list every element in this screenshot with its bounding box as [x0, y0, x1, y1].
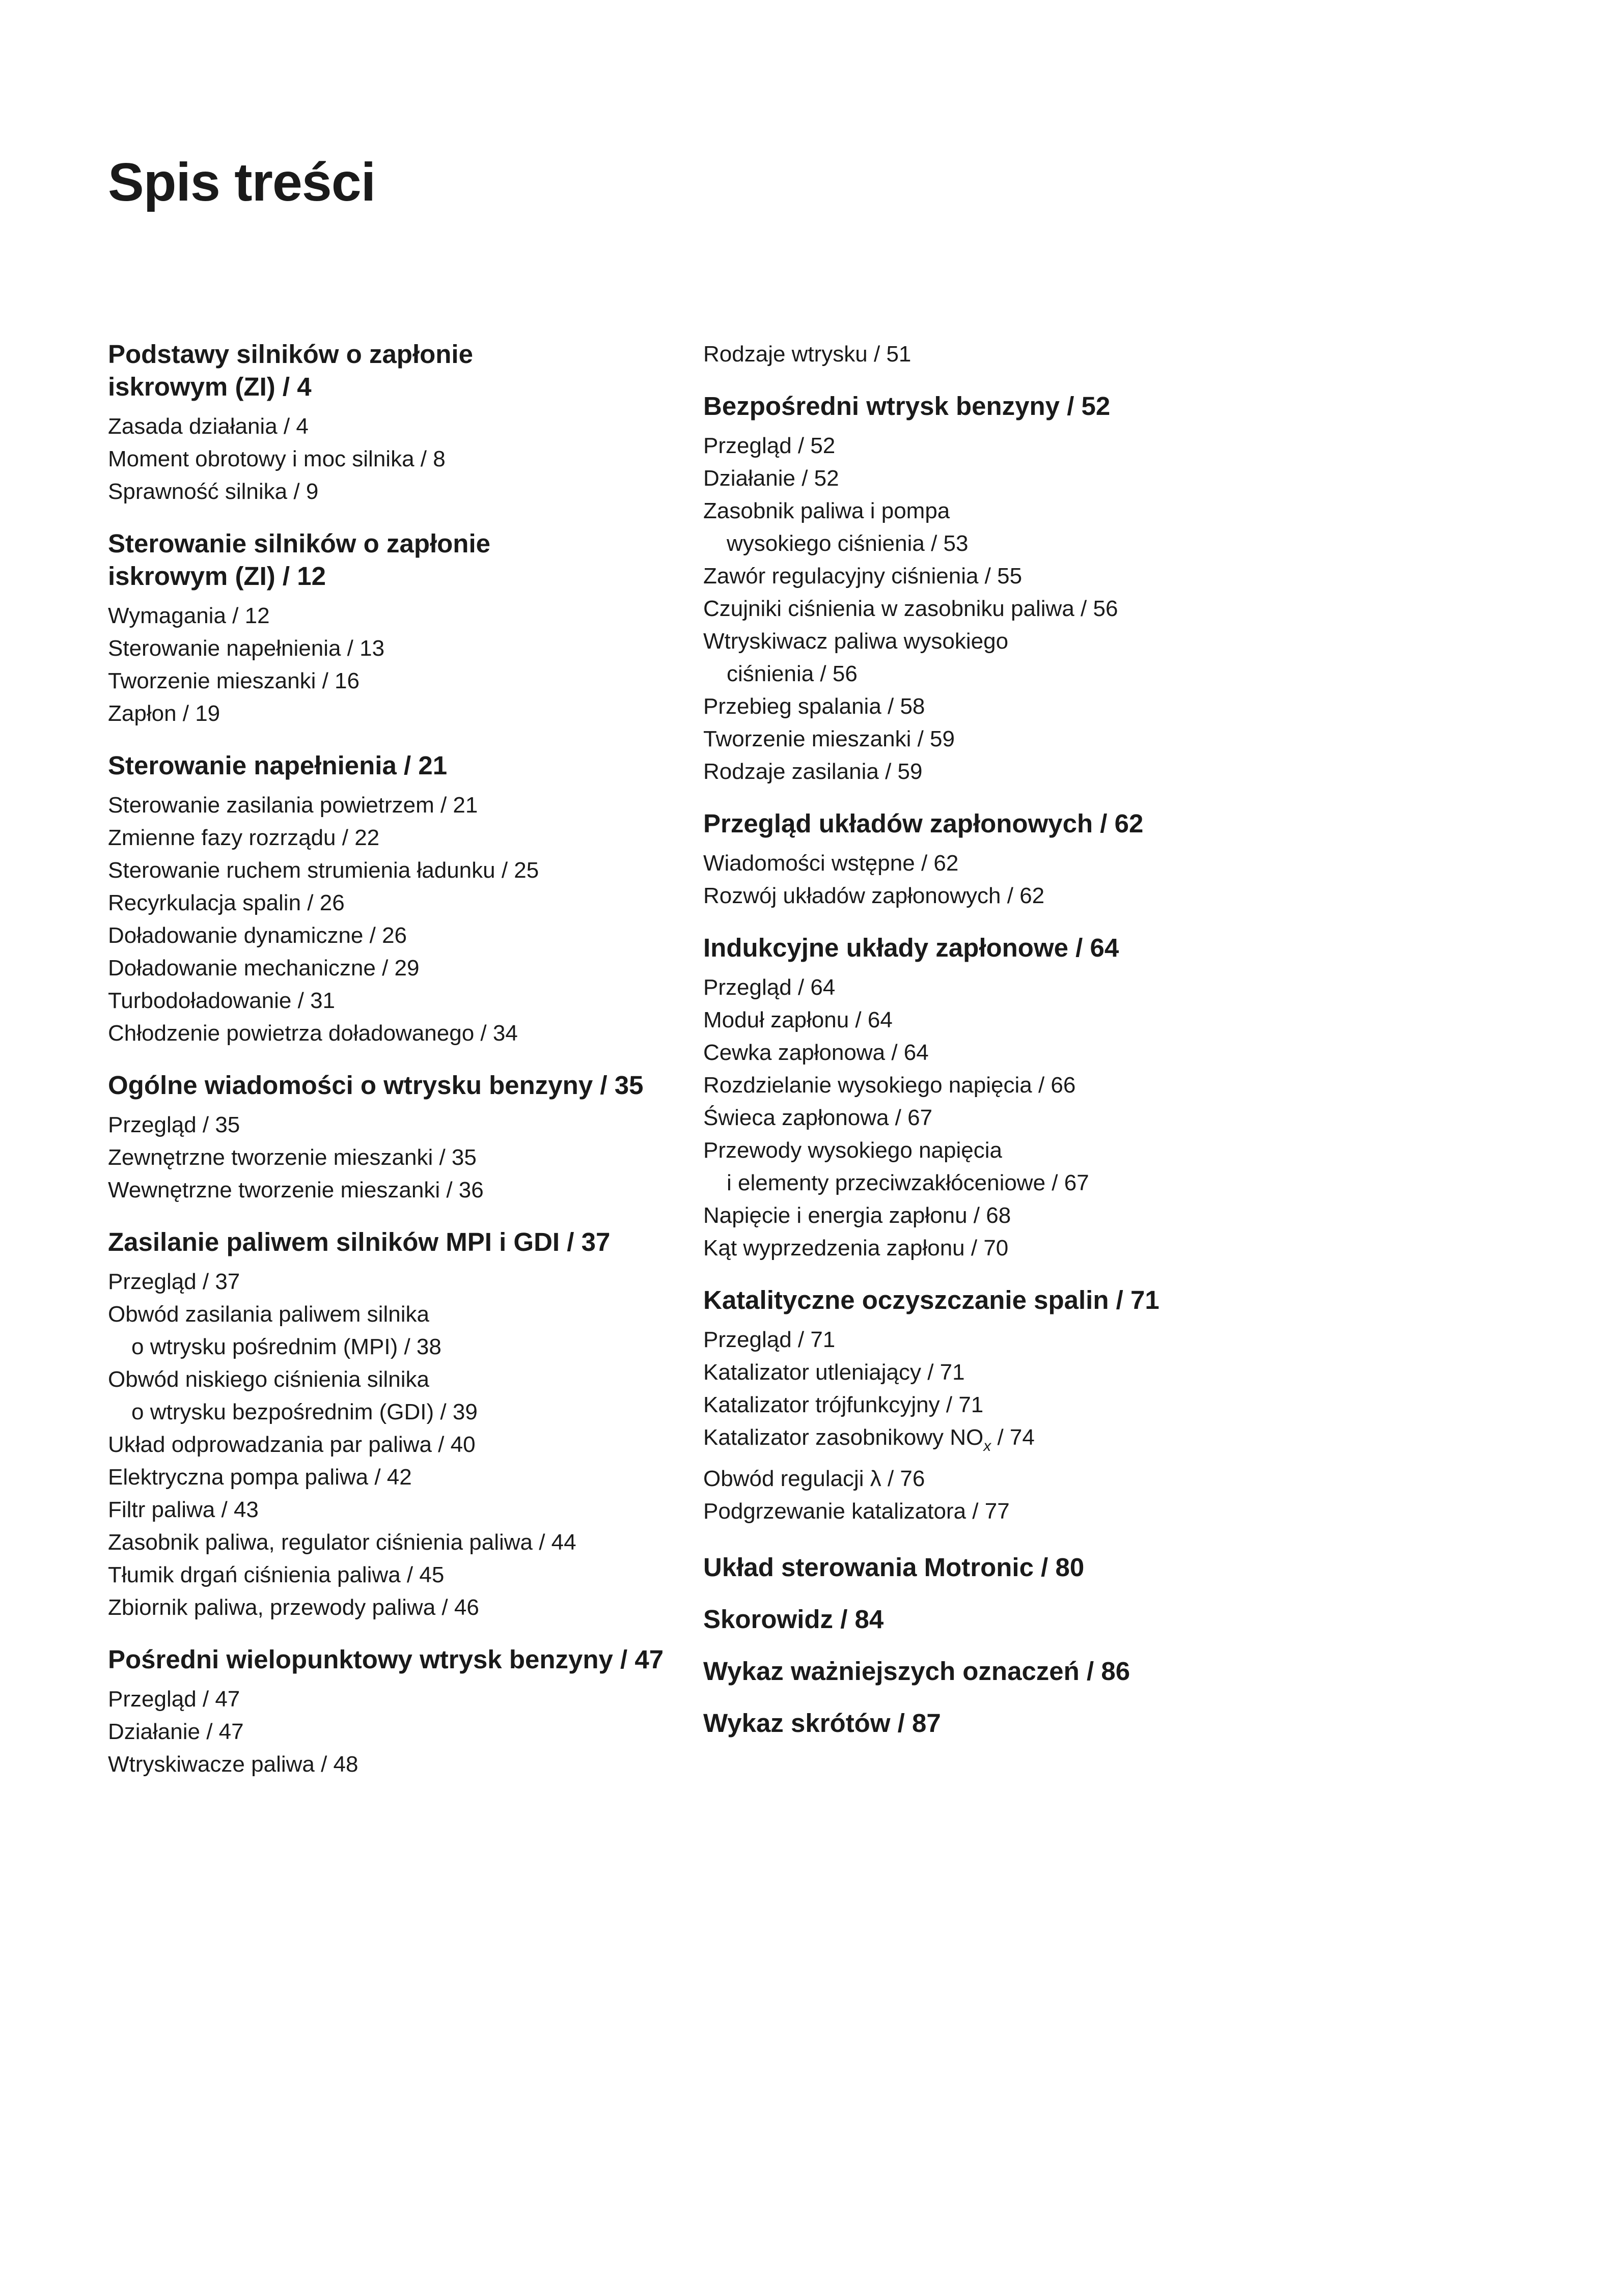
- toc-section: [108, 338, 694, 508]
- toc-entry[interactable]: Przegląd / 37: [108, 1269, 240, 1294]
- toc-section: [108, 527, 694, 730]
- toc-entry[interactable]: Zewnętrzne tworzenie mieszanki / 35: [108, 1145, 477, 1170]
- toc-entry[interactable]: Zawór regulacyjny ciśnienia / 55: [703, 564, 1023, 589]
- toc-entry[interactable]: Zapłon / 19: [108, 701, 220, 726]
- toc-entry[interactable]: Świeca zapłonowa / 67: [703, 1105, 933, 1130]
- toc-entry[interactable]: Wymagania / 12: [108, 603, 270, 628]
- toc-section: [108, 1226, 694, 1624]
- toc-entry[interactable]: Wtryskiwacz paliwa wysokiego ciśnienia / 56: [703, 629, 1009, 686]
- toc-entry[interactable]: Układ odprowadzania par paliwa / 40: [108, 1432, 476, 1457]
- toc-entry[interactable]: Obwód niskiego ciśnienia silnika o wtrysku bezpośrednim (GDI) / 39: [108, 1367, 478, 1424]
- toc-entry[interactable]: Katalizator trójfunkcyjny / 71: [703, 1392, 984, 1417]
- toc-section: [703, 1707, 1365, 1740]
- toc-section: [703, 1284, 1365, 1528]
- toc-entry[interactable]: Katalizator utleniający / 71: [703, 1360, 965, 1385]
- toc-entry[interactable]: Podgrzewanie katalizatora / 77: [703, 1499, 1010, 1524]
- toc-entry[interactable]: Przegląd / 64: [703, 975, 836, 1000]
- section-heading[interactable]: Katalityczne oczyszczanie spalin / 71: [703, 1285, 1159, 1314]
- toc-entry[interactable]: Zasobnik paliwa i pompa wysokiego ciśnienia / 53: [703, 498, 969, 556]
- toc-entry[interactable]: Recyrkulacja spalin / 26: [108, 890, 345, 915]
- toc-entry[interactable]: Przegląd / 71: [703, 1327, 836, 1352]
- toc-section: [703, 338, 1365, 371]
- section-heading[interactable]: Indukcyjne układy zapłonowe / 64: [703, 933, 1119, 962]
- toc-entry[interactable]: Rozwój układów zapłonowych / 62: [703, 883, 1045, 908]
- section-heading[interactable]: Sterowanie napełnienia / 21: [108, 751, 448, 780]
- toc-entry[interactable]: Przegląd / 47: [108, 1687, 240, 1712]
- toc-entry[interactable]: Tworzenie mieszanki / 59: [703, 726, 955, 751]
- toc-section: [703, 932, 1365, 1265]
- toc-section: [703, 1551, 1365, 1584]
- toc-entry[interactable]: Zmienne fazy rozrządu / 22: [108, 825, 380, 850]
- toc-entry[interactable]: Działanie / 47: [108, 1719, 244, 1744]
- section-heading[interactable]: Bezpośredni wtrysk benzyny / 52: [703, 391, 1111, 421]
- toc-entry[interactable]: Wtryskiwacze paliwa / 48: [108, 1752, 358, 1777]
- toc-entry[interactable]: Przegląd / 35: [108, 1112, 240, 1137]
- section-heading[interactable]: Skorowidz / 84: [703, 1605, 884, 1634]
- toc-entry[interactable]: Sprawność silnika / 9: [108, 479, 319, 504]
- toc-entry[interactable]: Przebieg spalania / 58: [703, 694, 925, 719]
- toc-section: [108, 1643, 694, 1781]
- toc-entry[interactable]: Rodzaje wtrysku / 51: [703, 342, 912, 367]
- toc-entry[interactable]: Sterowanie ruchem strumienia ładunku / 25: [108, 858, 539, 883]
- section-heading[interactable]: Wykaz skrótów / 87: [703, 1709, 941, 1738]
- toc-entry[interactable]: Moment obrotowy i moc silnika / 8: [108, 446, 446, 471]
- toc-entry[interactable]: Doładowanie dynamiczne / 26: [108, 923, 407, 948]
- toc-entry[interactable]: Zbiornik paliwa, przewody paliwa / 46: [108, 1595, 479, 1620]
- toc-entry[interactable]: Chłodzenie powietrza doładowanego / 34: [108, 1021, 518, 1046]
- toc-right-column: [703, 338, 1365, 1759]
- toc-entry[interactable]: Obwód regulacji λ / 76: [703, 1466, 925, 1491]
- section-heading[interactable]: Zasilanie paliwem silników MPI i GDI / 37: [108, 1227, 611, 1256]
- page-title: Spis treści: [108, 152, 376, 212]
- toc-entry[interactable]: Tłumik drgań ciśnienia paliwa / 45: [108, 1562, 445, 1587]
- section-heading[interactable]: Ogólne wiadomości o wtrysku benzyny / 35: [108, 1071, 644, 1100]
- section-heading[interactable]: Wykaz ważniejszych oznaczeń / 86: [703, 1657, 1130, 1686]
- toc-entry[interactable]: Czujniki ciśnienia w zasobniku paliwa / 56: [703, 596, 1118, 621]
- toc-entry[interactable]: Przewody wysokiego napięcia i elementy przeciwzakłóceniowe / 67: [703, 1138, 1089, 1195]
- toc-entry[interactable]: Sterowanie zasilania powietrzem / 21: [108, 793, 478, 818]
- toc-entry[interactable]: Sterowanie napełnienia / 13: [108, 636, 385, 661]
- toc-entry[interactable]: Tworzenie mieszanki / 16: [108, 668, 360, 693]
- toc-section: [108, 749, 694, 1050]
- toc-section: [703, 390, 1365, 788]
- toc-entry[interactable]: Obwód zasilania paliwem silnika o wtrysku pośrednim (MPI) / 38: [108, 1302, 441, 1359]
- toc-entry[interactable]: Zasobnik paliwa, regulator ciśnienia paliwa / 44: [108, 1530, 576, 1555]
- toc-entry[interactable]: Katalizator zasobnikowy $NO_x / 74$: [703, 1425, 1035, 1454]
- section-heading[interactable]: Pośredni wielopunktowy wtrysk benzyny / 47: [108, 1645, 664, 1674]
- section-heading[interactable]: Podstawy silników o zapłonie iskrowym (ZI) / 4: [108, 340, 473, 401]
- toc-entry[interactable]: Wewnętrzne tworzenie mieszanki / 36: [108, 1178, 484, 1202]
- toc-section: [703, 1655, 1365, 1688]
- section-heading[interactable]: Przegląd układów zapłonowych / 62: [703, 809, 1144, 838]
- section-heading[interactable]: Układ sterowania Motronic / 80: [703, 1553, 1085, 1582]
- toc-entry[interactable]: Wiadomości wstępne / 62: [703, 851, 959, 876]
- toc-entry[interactable]: Zasada działania / 4: [108, 414, 309, 439]
- toc-entry[interactable]: Moduł zapłonu / 64: [703, 1007, 893, 1032]
- toc-entry[interactable]: Rozdzielanie wysokiego napięcia / 66: [703, 1073, 1076, 1098]
- toc-entry[interactable]: Przegląd / 52: [703, 433, 836, 458]
- toc-entry[interactable]: Cewka zapłonowa / 64: [703, 1040, 929, 1065]
- toc-left-column: [108, 338, 694, 1800]
- toc-entry[interactable]: Działanie / 52: [703, 466, 839, 491]
- toc-entry[interactable]: Elektryczna pompa paliwa / 42: [108, 1465, 412, 1490]
- toc-entry[interactable]: Doładowanie mechaniczne / 29: [108, 956, 420, 981]
- toc-section: [108, 1069, 694, 1207]
- toc-entry[interactable]: Rodzaje zasilania / 59: [703, 759, 923, 784]
- toc-entry[interactable]: Filtr paliwa / 43: [108, 1497, 259, 1522]
- toc-entry[interactable]: Kąt wyprzedzenia zapłonu / 70: [703, 1236, 1009, 1261]
- section-heading[interactable]: Sterowanie silników o zapłonie iskrowym (ZI) / 12: [108, 529, 490, 591]
- toc-entry[interactable]: Napięcie i energia zapłonu / 68: [703, 1203, 1011, 1228]
- toc-section: [703, 807, 1365, 912]
- toc-entry[interactable]: Turbodoładowanie / 31: [108, 988, 336, 1013]
- toc-section: [703, 1603, 1365, 1636]
